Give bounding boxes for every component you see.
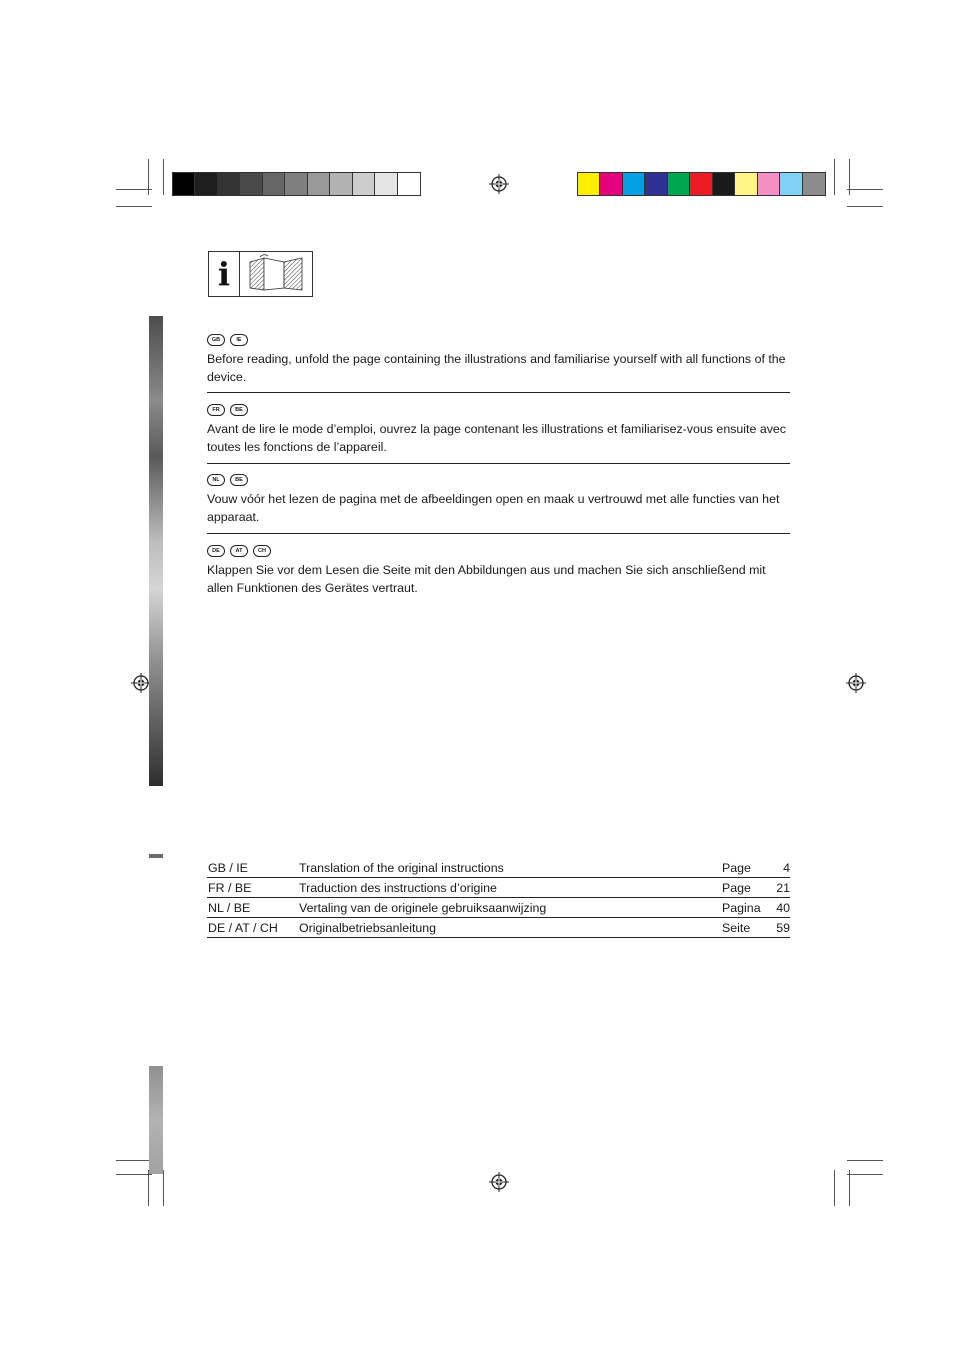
table-of-contents <box>207 859 790 939</box>
color-swatch <box>668 173 690 195</box>
color-calibration-bar <box>577 172 826 196</box>
color-swatch <box>263 173 285 195</box>
color-swatch <box>375 173 397 195</box>
toc-row[interactable] <box>207 919 790 938</box>
toc-row[interactable] <box>207 879 790 898</box>
country-badge: BE <box>230 404 248 416</box>
country-badge: NL <box>207 474 225 486</box>
side-gradient-strip <box>149 316 163 786</box>
color-swatch <box>353 173 375 195</box>
section-divider <box>207 463 790 464</box>
color-swatch <box>623 173 645 195</box>
color-swatch <box>600 173 622 195</box>
toc-country: DE / AT / CH <box>208 921 278 935</box>
instruction-text: Klappen Sie vor dem Lesen die Seite mit den Abbildungen aus und machen Sie sich anschließend mit allen Funktionen des Gerätes vertraut. <box>207 563 766 595</box>
toc-page-number: 21 <box>776 881 790 895</box>
toc-title: Originalbetriebsanleitung <box>299 921 437 935</box>
color-swatch <box>398 173 420 195</box>
side-marker <box>149 854 163 858</box>
toc-page-number: 4 <box>783 861 790 875</box>
country-badge: BE <box>230 474 248 486</box>
color-swatch <box>330 173 352 195</box>
section-nl-be <box>207 474 790 526</box>
country-flags <box>207 334 790 346</box>
side-bottom-strip <box>149 1066 163 1174</box>
registration-mark-right-icon <box>846 673 866 693</box>
toc-title: Traduction des instructions d’origine <box>299 881 497 895</box>
section-divider <box>207 533 790 534</box>
country-badge: DE <box>207 545 225 557</box>
registration-mark-left-icon <box>131 673 151 693</box>
section-de-at-ch <box>207 545 790 597</box>
color-swatch <box>758 173 780 195</box>
country-flags <box>207 474 790 486</box>
toc-page-number: 59 <box>776 921 790 935</box>
color-swatch <box>218 173 240 195</box>
toc-row[interactable] <box>207 859 790 878</box>
toc-row[interactable] <box>207 899 790 918</box>
toc-page-number: 40 <box>776 901 790 915</box>
color-swatch <box>735 173 757 195</box>
info-icon <box>208 251 240 297</box>
instruction-text: Vouw vóór het lezen de pagina met de afbeeldingen open en maak u vertrouwd met alle functies van het apparaat. <box>207 492 780 524</box>
toc-title: Vertaling van de originele gebruiksaanwijzing <box>299 901 547 915</box>
color-swatch <box>285 173 307 195</box>
color-swatch <box>308 173 330 195</box>
info-fold-icon <box>208 251 312 297</box>
color-swatch <box>578 173 600 195</box>
toc-country: GB / IE <box>208 861 248 875</box>
country-flags <box>207 404 790 416</box>
registration-mark-bottom-icon <box>489 1172 509 1192</box>
country-badge: FR <box>207 404 225 416</box>
section-divider <box>207 392 790 393</box>
registration-mark-top-icon <box>489 174 509 194</box>
toc-page-label: Page <box>722 881 751 895</box>
toc-country: NL / BE <box>208 901 251 915</box>
color-swatch <box>645 173 667 195</box>
color-swatch <box>173 173 195 195</box>
country-flags <box>207 545 790 557</box>
color-swatch <box>195 173 217 195</box>
country-badge: GB <box>207 334 225 346</box>
section-gb-ie <box>207 334 790 386</box>
instruction-text: Before reading, unfold the page containing the illustrations and familiarise yourself with all functions of the device. <box>207 352 786 384</box>
color-swatch <box>713 173 735 195</box>
toc-page-label: Seite <box>722 921 751 935</box>
fold-out-page-icon <box>239 251 313 297</box>
color-swatch <box>690 173 712 195</box>
country-badge: IE <box>230 334 248 346</box>
gray-calibration-bar <box>172 172 421 196</box>
color-swatch <box>803 173 825 195</box>
toc-page-label: Pagina <box>722 901 761 915</box>
color-swatch <box>780 173 802 195</box>
toc-country: FR / BE <box>208 881 252 895</box>
color-swatch <box>240 173 262 195</box>
info-letter: i <box>217 255 231 293</box>
toc-title: Translation of the original instructions <box>299 861 504 875</box>
country-badge: AT <box>230 545 248 557</box>
country-badge: CH <box>253 545 271 557</box>
instruction-text: Avant de lire le mode d’emploi, ouvrez la page contenant les illustrations et familiarisez-vous ensuite avec toutes les fonctions de l’appareil. <box>207 422 786 454</box>
section-fr-be <box>207 404 790 456</box>
toc-page-label: Page <box>722 861 751 875</box>
